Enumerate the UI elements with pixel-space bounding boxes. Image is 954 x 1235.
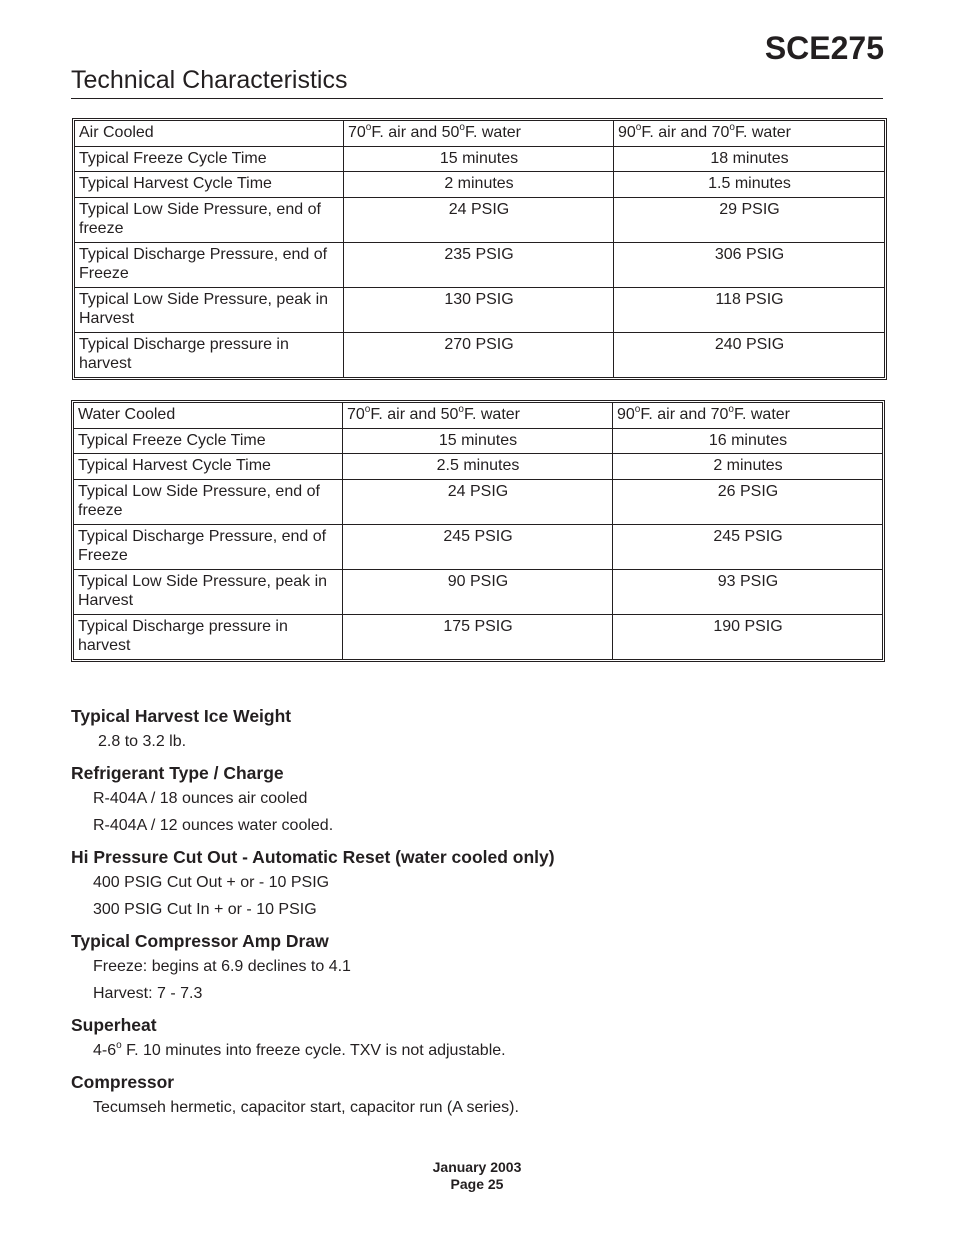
ice-weight-value: 2.8 to 3.2 lb.: [98, 733, 187, 750]
row-label: Typical Freeze Cycle Time: [74, 429, 343, 455]
row-value-condition-2: 118 PSIG: [614, 288, 884, 333]
hi-pressure-cut-out: 400 PSIG Cut Out + or - 10 PSIG: [93, 874, 330, 891]
ice-weight-heading: Typical Harvest Ice Weight: [71, 706, 292, 726]
superheat-value: 4-6$^o$ F. 10 minutes into freeze cycle. TXV is not adjustable.: [93, 1040, 506, 1059]
row-value-condition-1: 90 PSIG: [343, 570, 613, 615]
row-label: Typical Harvest Cycle Time: [74, 454, 343, 480]
row-value-condition-2: 2 minutes: [613, 454, 882, 480]
row-value-condition-1: 130 PSIG: [344, 288, 614, 333]
hi-pressure-cut-in: 300 PSIG Cut In + or - 10 PSIG: [93, 901, 317, 918]
row-value-condition-2: 18 minutes: [614, 147, 884, 173]
row-value-condition-2: 1.5 minutes: [614, 172, 884, 198]
table-header-condition-1: 70$^o$F. air and 50$^o$F. water: [343, 403, 613, 429]
table-header-condition-1: 70$^o$F. air and 50$^o$F. water: [344, 121, 614, 147]
table-row: [75, 147, 884, 173]
title-divider: [71, 98, 883, 99]
row-value-condition-2: 26 PSIG: [613, 480, 882, 525]
row-value-condition-2: 245 PSIG: [613, 525, 882, 570]
row-label: Typical Discharge Pressure, end of Freeze: [74, 525, 343, 570]
water-cooled-table: [71, 400, 885, 662]
amp-draw-heading: Typical Compressor Amp Draw: [71, 931, 329, 951]
refrigerant-heading: Refrigerant Type / Charge: [71, 763, 284, 783]
row-value-condition-2: 29 PSIG: [614, 198, 884, 243]
footer-page-number: Page 25: [450, 1176, 504, 1192]
table-header-condition-2: 90$^o$F. air and 70$^o$F. water: [614, 121, 884, 147]
row-label: Typical Low Side Pressure, peak in Harvest: [74, 570, 343, 615]
row-value-condition-2: 240 PSIG: [714, 335, 785, 353]
table-row: [74, 480, 882, 525]
refrigerant-water-cooled: R-404A / 12 ounces water cooled.: [93, 817, 334, 834]
row-value-condition-1: 245 PSIG: [343, 525, 613, 570]
table-row: [74, 570, 882, 615]
amp-draw-freeze: Freeze: begins at 6.9 declines to 4.1: [93, 958, 351, 975]
table-header-condition-2: 90$^o$F. air and 70$^o$F. water: [613, 403, 882, 429]
row-label: Typical Harvest Cycle Time: [75, 172, 344, 198]
row-value-condition-1: 15 minutes: [344, 147, 614, 173]
row-value-condition-1: 15 minutes: [343, 429, 613, 455]
table-row: [75, 333, 884, 377]
row-value-condition-2: 306 PSIG: [614, 243, 884, 288]
row-value-condition-2: 16 minutes: [613, 429, 882, 455]
row-label: Typical Low Side Pressure, peak in Harvest: [75, 288, 344, 333]
row-label: Typical Discharge pressure in harvest: [74, 615, 343, 659]
compressor-value: Tecumseh hermetic, capacitor start, capacitor run (A series).: [93, 1099, 519, 1116]
row-label: Typical Low Side Pressure, end of freeze: [74, 480, 343, 525]
table-row: [75, 172, 884, 198]
table-header-row: [74, 403, 882, 429]
table-header-type: Water Cooled: [74, 403, 343, 429]
table-row: [74, 525, 882, 570]
hi-pressure-heading: Hi Pressure Cut Out - Automatic Reset (water cooled only): [71, 847, 555, 867]
compressor-heading: Compressor: [71, 1072, 175, 1092]
model-number: SCE275: [764, 30, 884, 66]
page-footer: [0, 1159, 954, 1193]
row-value-condition-1: 270 PSIG: [344, 333, 614, 377]
row-label: Typical Low Side Pressure, end of freeze: [75, 198, 344, 243]
row-label: Typical Freeze Cycle Time: [75, 147, 344, 173]
table-row: [75, 243, 884, 288]
row-value-condition-1: 24 PSIG: [344, 198, 614, 243]
air-cooled-table: [72, 118, 887, 380]
table-row: [75, 198, 884, 243]
row-label: Typical Discharge pressure in harvest: [75, 333, 344, 377]
table-row: [74, 615, 882, 659]
row-value-condition-2: 190 PSIG: [713, 617, 783, 635]
table-row: [74, 454, 882, 480]
row-label: Typical Discharge Pressure, end of Freeze: [75, 243, 344, 288]
row-value-condition-1: 2.5 minutes: [343, 454, 613, 480]
superheat-heading: Superheat: [71, 1015, 157, 1035]
row-value-condition-2: 93 PSIG: [613, 570, 882, 615]
page-title: Technical Characteristics: [71, 66, 348, 94]
table-row: [74, 429, 882, 455]
refrigerant-air-cooled: R-404A / 18 ounces air cooled: [93, 790, 308, 807]
table-row: [75, 288, 884, 333]
row-value-condition-1: 24 PSIG: [343, 480, 613, 525]
row-value-condition-1: 235 PSIG: [344, 243, 614, 288]
row-value-condition-1: 175 PSIG: [343, 615, 613, 659]
row-value-condition-1: 2 minutes: [344, 172, 614, 198]
spec-sections: [71, 704, 891, 1121]
amp-draw-harvest: Harvest: 7 - 7.3: [93, 985, 203, 1002]
table-header-row: [75, 121, 884, 147]
table-header-type: Air Cooled: [75, 121, 344, 147]
footer-date: January 2003: [432, 1159, 522, 1175]
